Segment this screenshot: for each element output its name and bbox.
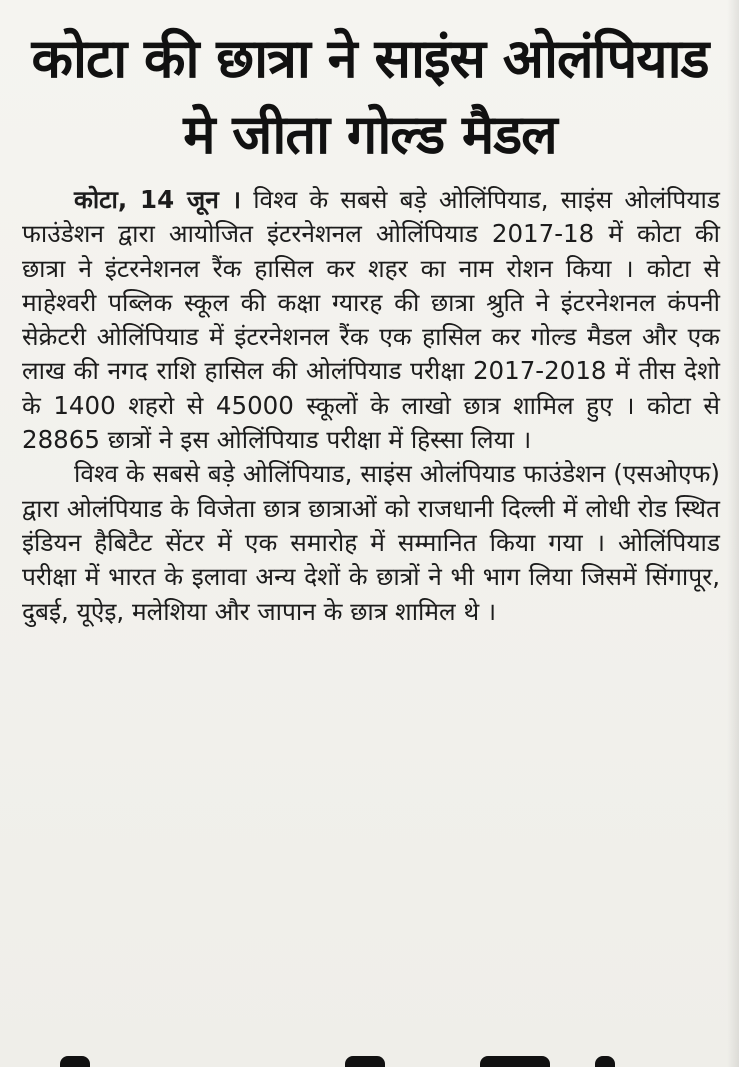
paragraph-1: [22, 183, 720, 457]
next-headline-cutoff: [20, 1050, 720, 1067]
paragraph-2: विश्व के सबसे बड़े ओलिंपियाड, साइंस ओलंपियाड फाउंडेशन (एसओएफ) द्वारा ओलंपियाड के विजेता छात्र छात्राओं को राजधानी दिल्ली में लोधी रोड स्थित इंडियन हैबिटैट सेंटर में एक समारोह में सम्मानित किया गया । ओलिंपियाड परीक्षा में भारत के इलावा अन्य देशों के छात्रों ने भी भाग लिया जिसमें सिंगापूर, दुबई, यूऐइ, मलेशिया और जापान के छात्र शामिल थे ।: [22, 459, 720, 626]
headline-line-1: कोटा की छात्रा ने साइंस ओलंपियाड: [31, 27, 709, 90]
headline-line-2: मे जीता गोल्ड मैडल: [183, 103, 557, 166]
article-body: [22, 183, 720, 629]
dateline: कोटा, 14 जून ।: [74, 185, 242, 214]
paragraph-1-text: विश्व के सबसे बड़े ओलिंपियाड, साइंस ओलंपियाड फाउंडेशन द्वारा आयोजित इंटरनेशनल ओलिंपियाड 2017-18 में कोटा की छात्रा ने इंटरनेशनल रैंक हासिल कर शहर का नाम रोशन किया । कोटा से माहेश्वरी पब्लिक स्कूल की कक्षा ग्यारह की छात्रा श्रुति ने इंटरनेशनल कंपनी सेक्रेटरी ओलिंपियाड में इंटरनेशनल रैंक एक हासिल कर गोल्ड मैडल और एक लाख की नगद राशि हासिल की ओलंपियाड परीक्षा 2017-2018 में तीस देशो के 1400 शहरो से 45000 स्कूलों के लाखो छात्र शामिल हुए । कोटा से 28865 छात्रों ने इस ओलिंपियाड परीक्षा में हिस्सा लिया ।: [22, 185, 720, 455]
page-edge-shadow: [727, 0, 739, 1067]
headline: [20, 20, 720, 172]
